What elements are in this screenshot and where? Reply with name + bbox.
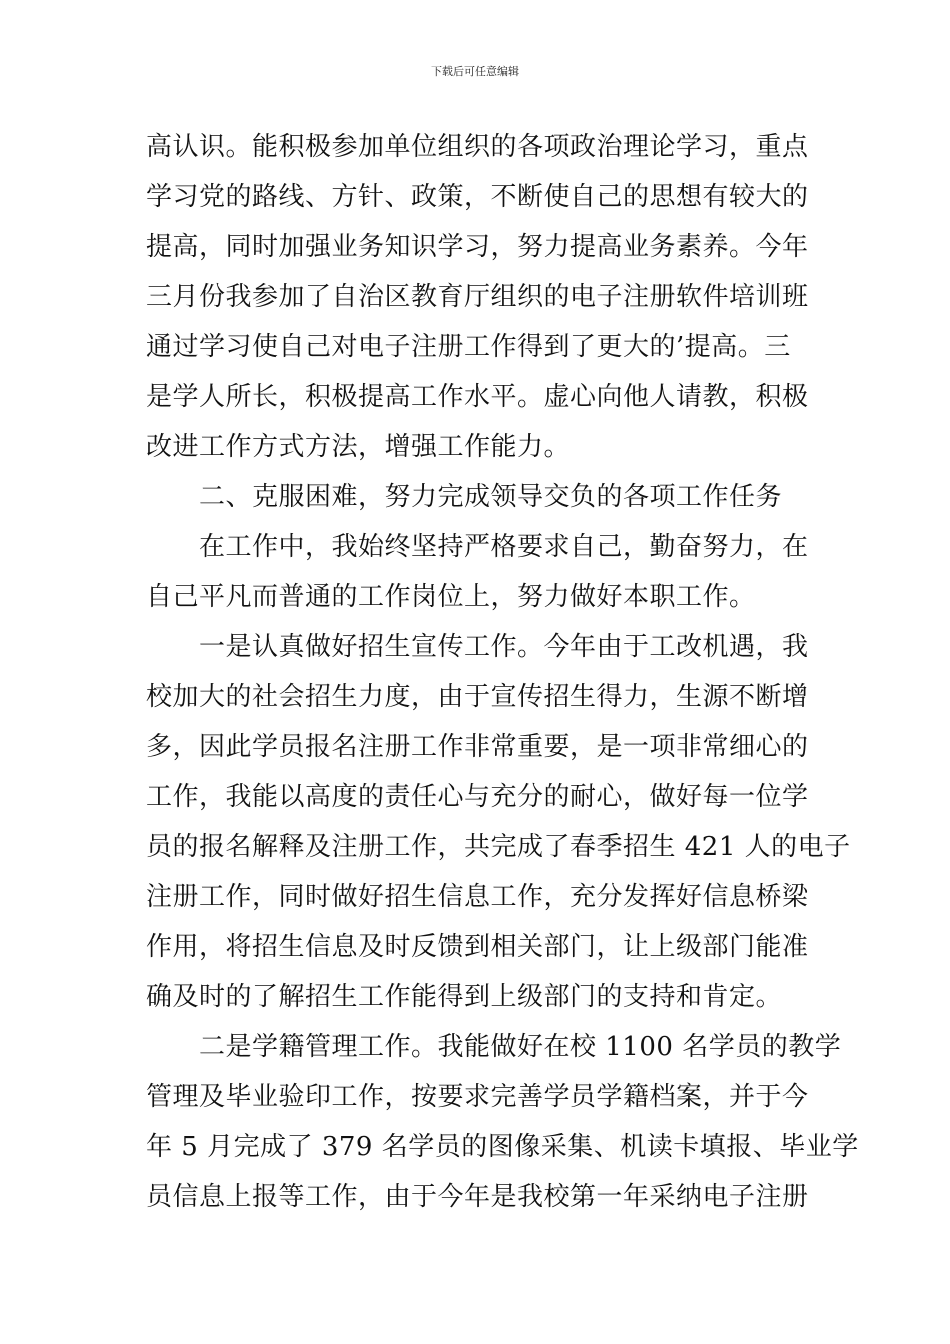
text-line: 员信息上报等工作，由于今年是我校第一年采纳电子注册	[146, 1182, 809, 1212]
text-line: 校加大的社会招生力度，由于宣传招生得力，生源不断增	[146, 682, 809, 712]
text-line: 年 5 月完成了 379 名学员的图像采集、机读卡填报、毕业学	[146, 1132, 859, 1162]
document-body	[146, 122, 859, 1222]
text-line: 学习党的路线、方针、政策，不断使自己的思想有较大的	[146, 182, 809, 212]
text-line: 多，因此学员报名注册工作非常重要，是一项非常细心的	[146, 732, 809, 762]
text-line: 提高，同时加强业务知识学习，努力提高业务素养。今年	[146, 232, 809, 262]
text-line: 高认识。能积极参加单位组织的各项政治理论学习，重点	[146, 132, 809, 162]
page-header: 下载后可任意编辑	[431, 65, 519, 78]
text-line: 改进工作方式方法，增强工作能力。	[146, 432, 571, 462]
text-line: 一是认真做好招生宣传工作。今年由于工改机遇，我	[146, 632, 809, 662]
text-line: 在工作中，我始终坚持严格要求自己，勤奋努力，在	[146, 532, 809, 562]
text-line: 自己平凡而普通的工作岗位上，努力做好本职工作。	[146, 582, 756, 612]
text-line: 通过学习使自己对电子注册工作得到了更大的’提高。三	[146, 332, 791, 362]
text-line: 是学人所长，积极提高工作水平。虚心向他人请教，积极	[146, 382, 809, 412]
text-line: 作用，将招生信息及时反馈到相关部门，让上级部门能准	[146, 932, 809, 962]
text-line: 二是学籍管理工作。我能做好在校 1100 名学员的教学	[146, 1032, 842, 1062]
section-heading: 二、克服困难，努力完成领导交负的各项工作任务	[146, 482, 783, 512]
text-line: 管理及毕业验印工作，按要求完善学员学籍档案，并于今	[146, 1082, 809, 1112]
text-line: 确及时的了解招生工作能得到上级部门的支持和肯定。	[146, 982, 783, 1012]
text-line: 注册工作，同时做好招生信息工作，充分发挥好信息桥梁	[146, 882, 809, 912]
text-line: 员的报名解释及注册工作，共完成了春季招生 421 人的电子	[146, 832, 851, 862]
text-line: 三月份我参加了自治区教育厅组织的电子注册软件培训班	[146, 282, 809, 312]
text-line: 工作，我能以高度的责任心与充分的耐心，做好每一位学	[146, 782, 809, 812]
